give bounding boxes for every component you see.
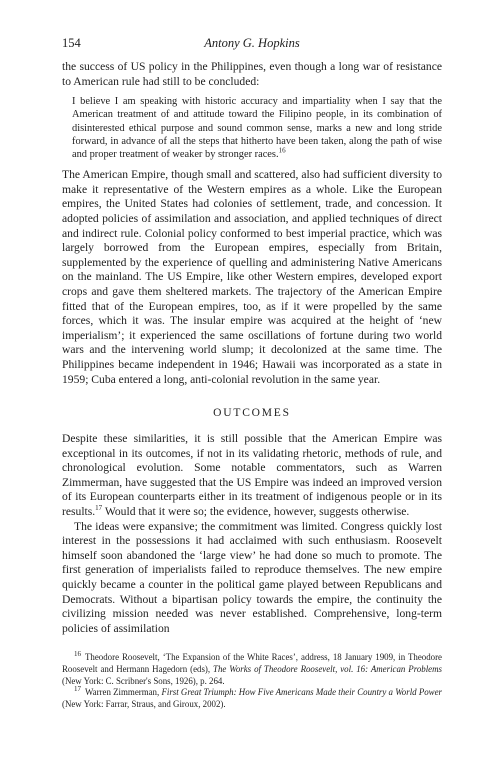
block-quote bbox=[72, 95, 442, 161]
page-number: 154 bbox=[62, 36, 81, 50]
paragraph-text: Despite these similarities, it is still possible that the American Empire was exceptional in its outcomes, if not in its validating rhetoric, methods of rule, and chronological evolution. Some notable commentators, such as Warren Zimmerman, have suggested that the US Empire was indeed an improved version of its European counterparts either in its treatment of indigenous people or in its results. bbox=[62, 432, 442, 519]
footnote-number: 16 bbox=[74, 650, 81, 659]
section-heading: OUTCOMES bbox=[213, 407, 291, 420]
footnote bbox=[62, 687, 442, 710]
footnote bbox=[62, 652, 442, 687]
body-paragraph-outcomes bbox=[62, 432, 442, 520]
footnote-title: First Great Triumph: How Five Americans Made their Country a World Power bbox=[161, 687, 442, 698]
book-page bbox=[62, 36, 442, 710]
page-header bbox=[62, 36, 442, 56]
footnote-text: Theodore Roosevelt, ‘The Expansion of the White Races’, address, 18 January 1909, in Theodore Roosevelt and Hermann Hagedorn (eds), bbox=[62, 652, 442, 675]
footnote-number: 17 bbox=[74, 685, 81, 694]
footnote-text-end: (New York: C. Scribner's Sons, 1926), p. 264. bbox=[62, 675, 225, 686]
footnote-title: The Works of Theodore Roosevelt, vol. 16: American Problems bbox=[213, 664, 442, 675]
intro-paragraph: the success of US policy in the Philippines, even though a long war of resistance to American rule had still to be concluded: bbox=[62, 60, 442, 88]
block-quote-text: I believe I am speaking with historic accuracy and impartiality when I say that the American treatment of and attitude toward the Filipino people, in its combination of disinterested ethical purpose and sound common sense, marks a new and long stride forward, in advance of all the steps that hitherto have been taken, along the path of wise and proper treatment of weaker by stronger races. bbox=[72, 96, 442, 160]
paragraph-text-continued: Would that it were so; the evidence, however, suggests otherwise. bbox=[102, 505, 410, 519]
body-paragraph: The American Empire, though small and scattered, also had sufficient diversity to make it representative of the Western empires as a whole. Like the European empires, the United States had colonies of settlement, trade, and concession. It adopted policies of assimilation and association, and applied techniques of direct and indirect rule. Colonial policy conformed to best imperial practice, which was largely borrowed from the European empires, especially from Britain, supplemented by the experience of quelling and administering Native Americans on the mainland. The US Empire, like other Western empires, developed export crops and gave them sheltered markets. The trajectory of the American Empire fitted that of the European empires, too, as if it were propelled by the same forces, which it was. The insular empire was acquired at the height of ‘new imperialism’; it experienced the same oscillations of fortune during two world wars and the intervening world slump; it decolonized at the same time. The Philippines became independent in 1946; Hawaii was incorporated as a state in 1959; Cuba entered a long, anti-colonial revolution in the same year. bbox=[62, 168, 442, 386]
running-head: Antony G. Hopkins bbox=[204, 36, 300, 50]
footnotes bbox=[62, 652, 442, 710]
body-paragraph-commitment: The ideas were expansive; the commitment was limited. Congress quickly lost interest in the possessions it had acclaimed with such enthusiasm. Roosevelt himself soon abandoned the ‘large view’ he had done so much to promote. The first generation of imperialists failed to reproduce themselves. The new empire quickly became a counter in the political game played between Republicans and Democrats. Without a bipartisan policy towards the empire, the continuity the civilizing mission needed was never established. Comprehensive, long-term policies of assimilation bbox=[62, 519, 442, 635]
footnote-text: Warren Zimmerman, bbox=[85, 687, 162, 698]
footnote-ref-16: 16 bbox=[278, 146, 286, 155]
footnote-ref-17: 17 bbox=[95, 504, 103, 513]
footnote-text-end: (New York: Farrar, Straus, and Giroux, 2002). bbox=[62, 698, 226, 709]
